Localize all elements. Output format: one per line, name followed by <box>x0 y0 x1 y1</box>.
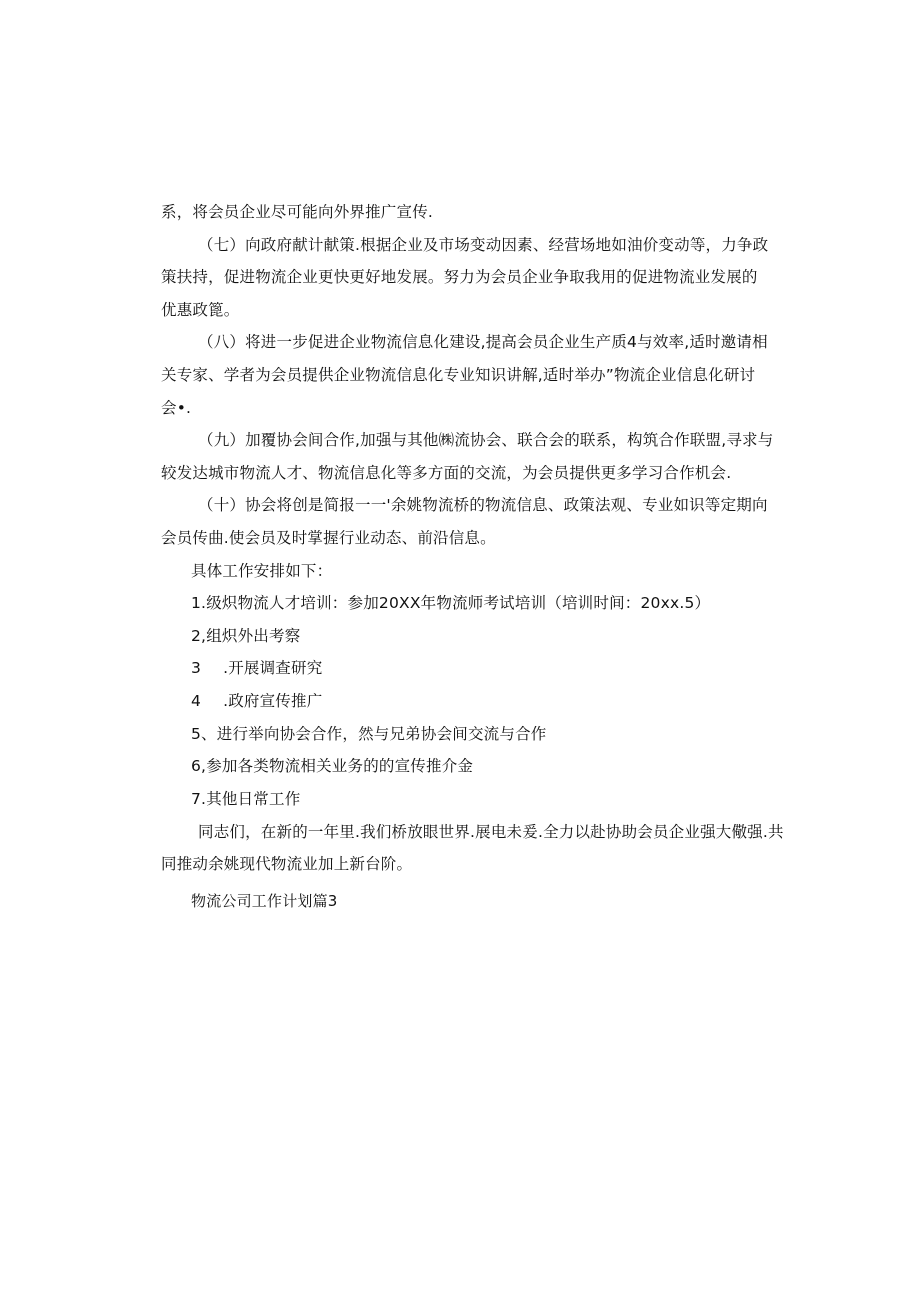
arrangement-intro: 具体工作安排如下： <box>191 562 333 580</box>
paragraph-line: （十）协会将创是简报一一'余姚物流桥的物流信息、政策法观、专业如识等定期向 <box>198 496 768 514</box>
list-item-text: 进行举向协会合作，然与兄弟协会间交流与合作 <box>216 725 547 743</box>
list-item-number: 5、 <box>191 725 217 743</box>
list-item-text: 组炽外出考察 <box>206 627 301 645</box>
list-item-number: 4 <box>191 692 202 710</box>
list-item <box>191 788 300 810</box>
paragraph-line: （九）加覆协会间合作,加强与其他㈱流协会、联合会的联系，构筑合作联盟,寻求与 <box>198 431 774 449</box>
paragraph-line: （八）将进一步促进企业物流信息化建设,提高会员企业生产质4与效率,适时邀请相 <box>198 333 768 351</box>
paragraph-line: 会员传曲.使会员及时掌握行业动态、前沿信息。 <box>161 529 496 547</box>
list-item-number: 6, <box>191 757 207 775</box>
paragraph-line: （七）向政府献计献策.根据企业及市场变动因素、经营场地如油价变动等，力争政 <box>198 236 769 254</box>
list-item-text: .政府宣传推广 <box>223 692 323 710</box>
paragraph-line: 会•. <box>161 399 192 417</box>
list-item <box>191 690 322 712</box>
list-item-number: 2, <box>191 627 207 645</box>
list-item-number: 1. <box>191 594 207 612</box>
next-section-title: 物流公司工作计划篇3 <box>191 892 338 910</box>
paragraph-line: 同志们，在新的一年里.我们桥放眼世界.展电未爰.全力以赴协助会员企业强大儆强.共 <box>198 823 784 841</box>
paragraph-line: 优惠政篦。 <box>161 301 240 319</box>
paragraph-line: 较发达城市物流人才、物流信息化等多方面的交流，为会员提供更多学习合作机会. <box>161 464 732 482</box>
list-item-text: 其他日常工作 <box>206 790 301 808</box>
paragraph-line: 同推动余姚现代物流业加上新台阶。 <box>161 855 413 873</box>
list-item <box>191 723 546 745</box>
paragraph-line: 关专家、学者为会员提供企业物流信息化专业知识讲解,适时举办”物流企业信息化研讨 <box>161 366 756 384</box>
list-item <box>191 755 473 777</box>
list-item <box>191 625 300 647</box>
list-item <box>191 657 322 679</box>
paragraph-line: 策扶持，促进物流企业更快更好地发展。努力为会员企业争取我用的促进物流业发展的 <box>161 268 758 286</box>
continuation-line: 系，将会员企业尽可能向外界推广宣传. <box>161 203 434 221</box>
list-item-text: 级炽物流人才培训：参加20XX年物流师考试培训（培训时间：20xx.5） <box>206 594 711 612</box>
list-item-number: 3 <box>191 659 202 677</box>
list-item <box>191 592 710 614</box>
list-item-text: .开展调查研究 <box>223 659 323 677</box>
list-item-text: 参加各类物流相关业务的的宣传推介金 <box>206 757 474 775</box>
list-item-number: 7. <box>191 790 207 808</box>
